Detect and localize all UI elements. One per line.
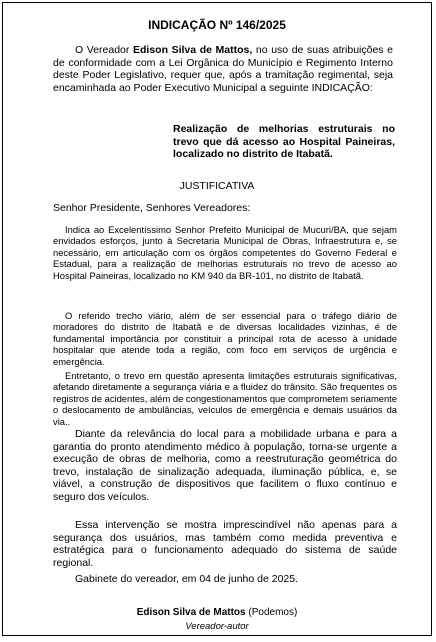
signer-party: (Podemos) (245, 607, 298, 618)
justification-paragraph-5: Essa intervenção se mostra imprescindível não apenas para a segurança dos usuários, mas também como medida preventiva e estratégica para o funcionamento adequado do sistema de saúde regional. (53, 519, 397, 569)
justification-paragraph-3: Entretanto, o trevo em questão apresenta limitações estruturais significativas, afetando diretamente a segurança viária e a fluidez do trânsito. São frequentes os registros de acidentes, além de congestionamentos que comprometem seriamente o deslocamento de ambulâncias, veículos de emergência e demais usuários da via.. (53, 370, 397, 427)
document-page (2, 2, 432, 636)
justification-paragraph-2: O referido trecho viário, além de ser essencial para o tráfego diário de moradores do distrito de Itabatã e de diversas localidades vizinhas, é de fundamental importância por constituir a principal rota de acesso à unidade hospitalar que atende toda a região, com foco em serviços de urgência e emergência. (53, 310, 397, 367)
salutation: Senhor Presidente, Senhores Vereadores: (53, 202, 251, 214)
intro-paragraph (53, 44, 393, 94)
intro-text: no uso de suas atribuições e de conformidade com a Lei Orgânica do Município e Regimento Interno deste Poder Legislativo, requer que, após a tramitação regimental, seja encaminhada ao Poder Executivo Municipal a seguinte INDICAÇÃO: (53, 44, 393, 94)
signature-line (3, 607, 431, 620)
signer-name: Edison Silva de Mattos (136, 607, 246, 618)
closing-line: Gabinete do vereador, em 04 de junho de 2025. (75, 573, 299, 585)
signer-role: Vereador-autor (185, 621, 249, 632)
document-title: INDICAÇÃO Nº 146/2025 (148, 18, 286, 32)
justification-paragraph-1: Indica ao Excelentíssimo Senhor Prefeito Municipal de Mucuri/BA, que sejam envidados esforços, junto à Secretaria Municipal de Obras, Infraestrutura e, se necessário, em articulação com os órgãos competentes do Governo Federal e Estadual, para a realização de melhorias estruturais no trevo de acesso ao Hospital Paineiras, localizado no KM 940 da BR-101, no distrito de Itabatã. (53, 224, 397, 281)
indication-subject: Realização de melhorias estruturais no trevo que dá acesso ao Hospital Paineiras, localizado no distrito de Itabatã. (173, 123, 395, 161)
intro-prefix: O Vereador (75, 44, 133, 56)
justification-heading: JUSTIFICATIVA (179, 180, 255, 192)
author-name: Edison Silva de Mattos, (132, 44, 253, 56)
justification-paragraph-4: Diante da relevância do local para a mobilidade urbana e para a garantia do pronto atendimento médico à população, torna-se urgente a execução de obras de melhoria, como a reestruturação geométrica do trevo, instalação de sinalização adequada, iluminação pública, e, se viável, a construção de dispositivos que facilitem o fluxo contínuo e seguro dos veículos. (53, 428, 397, 503)
